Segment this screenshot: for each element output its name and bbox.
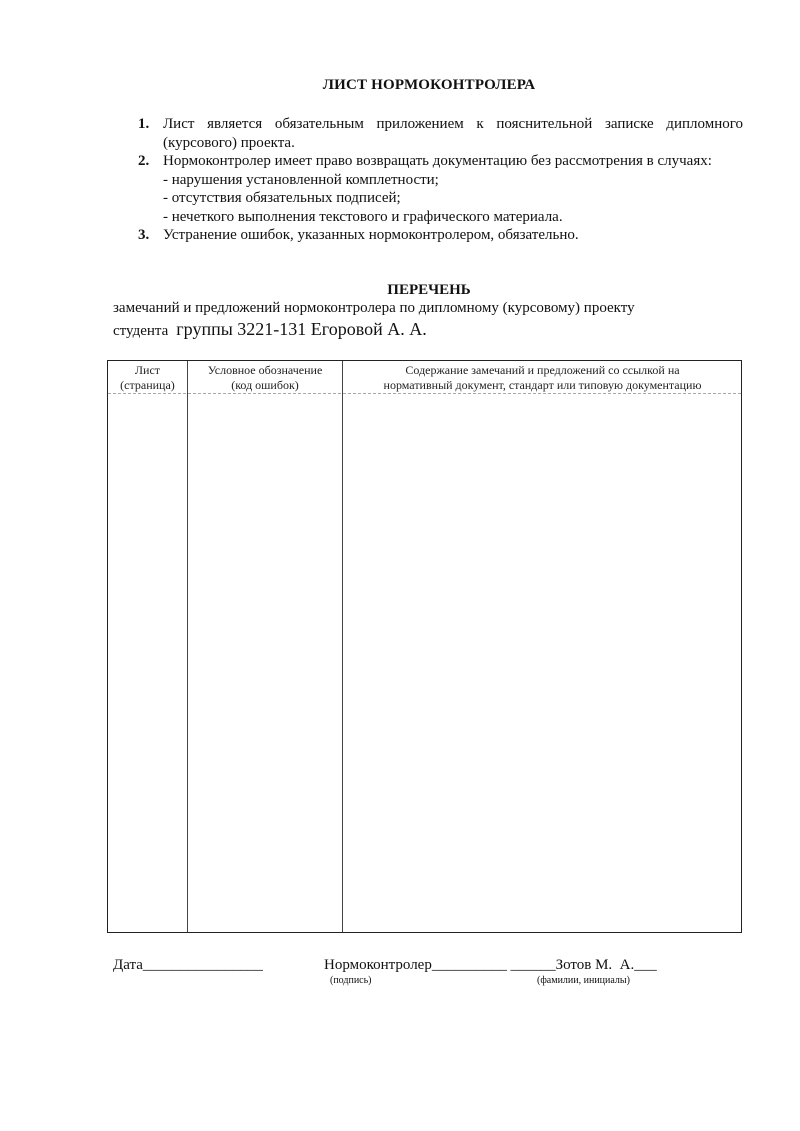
header-divider — [108, 393, 741, 394]
rule-text: Нормоконтролер имеет право возвращать документацию без рассмотрения в случаях: — [163, 153, 712, 169]
rule-item — [138, 152, 743, 226]
rule-number: 3. — [138, 227, 150, 243]
rule-subitem: - отсутствия обязательных подписей; — [163, 190, 401, 206]
student-label: студента — [113, 323, 169, 339]
rule-number: 2. — [138, 153, 150, 169]
column-divider — [342, 361, 343, 932]
rule-number: 1. — [138, 116, 150, 132]
column-header-page: Лист (страница) — [120, 363, 175, 392]
list-heading: ПЕРЕЧЕНЬ — [387, 282, 471, 298]
rule-subitem: - нарушения установленной комплетности; — [163, 171, 439, 188]
rule-subitem: - нечеткого выполнения текстового и графического материала. — [163, 208, 563, 225]
student-line — [113, 319, 427, 340]
rule-item — [138, 115, 743, 152]
column-header-content: Содержание замечаний и предложений со ссылкой на нормативный документ, стандарт или типовую документацию — [383, 363, 702, 392]
page-title: ЛИСТ НОРМОКОНТРОЛЕРА — [322, 77, 536, 93]
column-header-code: Условное обозначение (код ошибок) — [207, 363, 323, 392]
remarks-table — [107, 360, 742, 933]
rule-item — [138, 226, 743, 245]
list-subheading: замечаний и предложений нормоконтролера по дипломному (курсовому) проекту — [113, 300, 635, 316]
column-divider — [187, 361, 188, 932]
rule-text: Устранение ошибок, указанных нормоконтролером, обязательно. — [163, 227, 579, 243]
controller-signature-field[interactable]: Нормоконтролер__________ ______Зотов М. А.___ — [324, 957, 657, 973]
student-value: группы 3221-131 Егоровой А. А. — [176, 319, 427, 339]
date-field[interactable]: Дата________________ — [113, 957, 263, 973]
rule-text: Лист является обязательным приложением к пояснительной записке дипломного (курсового) проекта. — [163, 116, 743, 151]
rules-list — [138, 115, 743, 245]
name-caption: (фамилии, инициалы) — [537, 975, 630, 986]
signature-caption: (подпись) — [330, 975, 372, 986]
